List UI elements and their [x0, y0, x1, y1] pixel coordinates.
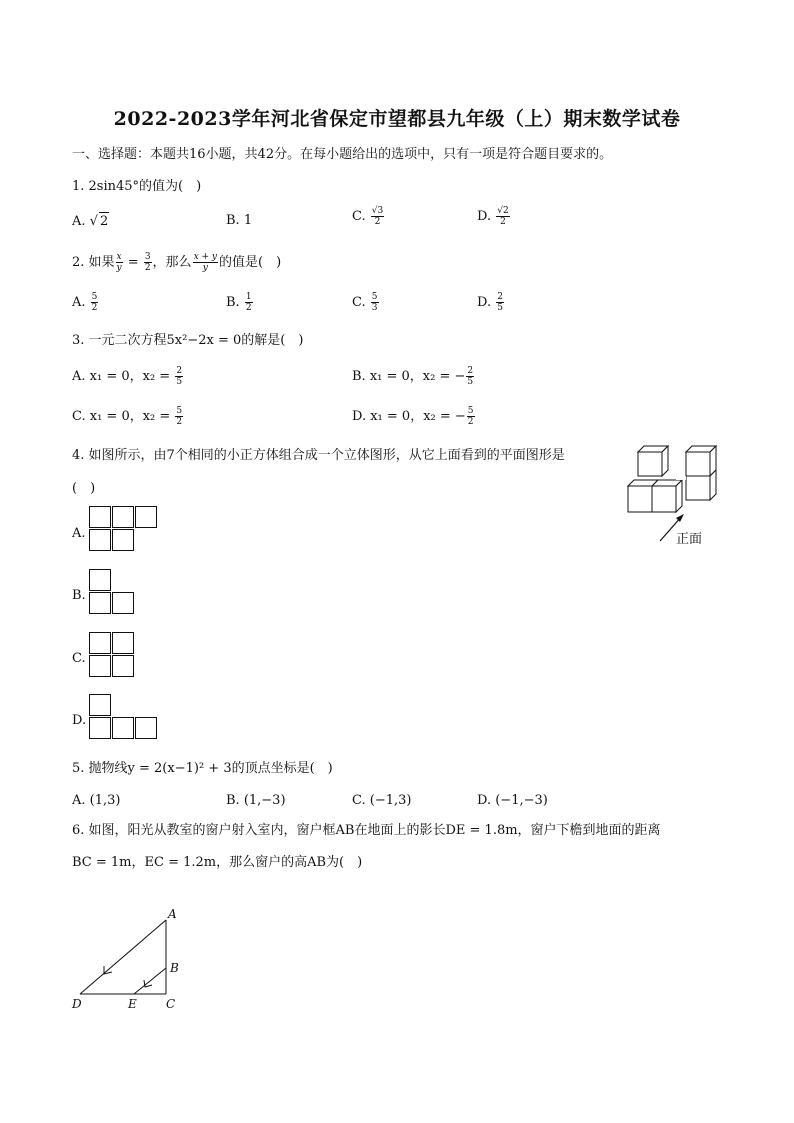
- frac-denominator: 2: [374, 217, 381, 227]
- q4-option-a-grid[interactable]: [89, 506, 161, 554]
- frac-denominator: 2: [91, 303, 98, 313]
- q5-option-a[interactable]: A. (1,3): [72, 793, 121, 808]
- question-4-stem: 4. 如图所示，由7个相同的小正方体组合成一个立体图形，从它上面看到的平面图形是: [72, 448, 565, 463]
- frac-numerator: 5: [176, 406, 183, 416]
- q1-option-c-fraction: [371, 206, 384, 227]
- ray-line-da: [80, 920, 166, 994]
- q4-option-d-label[interactable]: D.: [72, 713, 87, 728]
- grid-cell: [112, 529, 134, 551]
- q2-option-a-label: A.: [72, 295, 86, 310]
- question-5-stem: 5. 抛物线y = 2(x−1)² + 3的顶点坐标是( ): [72, 761, 333, 776]
- frac-numerator: 2: [467, 366, 474, 376]
- frac-denominator: 2: [467, 417, 474, 427]
- frac-numerator: 5: [467, 406, 474, 416]
- cube-stack-figure: [620, 440, 730, 555]
- point-label-b: B: [170, 961, 179, 975]
- q2-fraction-x-over-y: [116, 252, 123, 273]
- arrow-icon: [144, 980, 152, 987]
- grid-cell: [89, 569, 111, 591]
- q4-option-c-label[interactable]: C.: [72, 651, 86, 666]
- q2-option-b-label: B.: [226, 295, 240, 310]
- frac-denominator: 5: [176, 377, 183, 387]
- frac-numerator: 5: [91, 292, 98, 302]
- frac-numerator: √3: [371, 206, 384, 216]
- frac-denominator: 3: [371, 303, 378, 313]
- page-title: 2022-2023学年河北省保定市望都县九年级（上）期末数学试卷: [113, 108, 681, 130]
- frac-denominator: 2: [500, 217, 506, 227]
- grid-cell: [112, 632, 134, 654]
- q2-option-d-label: D.: [477, 295, 492, 310]
- section-header: 一、选择题：本题共16小题，共42分。在每小题给出的选项中，只有一项是符合题目要求的。: [72, 147, 613, 162]
- q3-option-c[interactable]: [72, 406, 184, 427]
- window-shadow-figure: [68, 902, 188, 1012]
- q1-option-d[interactable]: [477, 206, 511, 227]
- q4-option-b-grid[interactable]: [89, 569, 137, 617]
- point-label-d: D: [72, 997, 82, 1011]
- question-2-stem: [72, 252, 281, 273]
- q2-equals: =: [123, 255, 143, 270]
- question-3-stem: 3. 一元二次方程5x²−2x = 0的解是( ): [72, 333, 304, 348]
- question-1-stem: 1. 2sin45°的值为( ): [72, 179, 202, 194]
- q5-option-c[interactable]: C. (−1,3): [352, 793, 412, 808]
- frac-numerator: √2: [497, 206, 509, 216]
- grid-cell: [89, 632, 111, 654]
- frac-denominator: y: [116, 263, 122, 273]
- ray-line-eb: [134, 968, 166, 994]
- q1-option-d-label: D.: [477, 209, 492, 224]
- question-6-line2: BC = 1m，EC = 1.2m，那么窗户的高AB为( ): [72, 855, 363, 870]
- grid-cell: [112, 655, 134, 677]
- q3-option-a-fraction: [175, 366, 183, 387]
- q2-mid: ，那么: [152, 255, 192, 270]
- question-6-line1: 6. 如图，阳光从教室的窗户射入室内，窗户框AB在地面上的影长DE = 1.8m，窗户下檐到地面的距离: [72, 823, 661, 838]
- sqrt-symbol: √: [89, 214, 98, 229]
- grid-cell: [89, 529, 111, 551]
- q3-option-c-text: C. x₁ = 0，x₂ =: [72, 409, 175, 424]
- q3-option-b[interactable]: [352, 366, 475, 387]
- q3-option-d-fraction: [467, 406, 475, 427]
- frac-numerator: x: [116, 252, 122, 262]
- q1-option-a-label: A.: [72, 214, 86, 229]
- q3-option-c-fraction: [175, 406, 183, 427]
- q2-fraction-3-over-2: [144, 252, 152, 273]
- q1-option-b[interactable]: B. 1: [226, 213, 253, 228]
- frac-denominator: 2: [144, 263, 151, 273]
- question-4-paren: ( ): [72, 481, 96, 496]
- q2-option-a[interactable]: [72, 292, 99, 313]
- q3-option-d[interactable]: [352, 406, 476, 427]
- grid-cell: [135, 506, 157, 528]
- q2-post: 的值是( ): [219, 255, 282, 270]
- q2-fraction-xy-over-y: [193, 252, 218, 273]
- frac-denominator: 2: [176, 417, 183, 427]
- q5-option-d[interactable]: D. (−1,−3): [477, 793, 548, 808]
- frac-denominator: 5: [497, 303, 503, 313]
- frac-numerator: 3: [144, 252, 151, 262]
- q3-option-a[interactable]: [72, 366, 184, 387]
- q2-option-c-fraction: [371, 292, 379, 313]
- frac-denominator: y: [202, 263, 208, 273]
- front-view-label: 正面: [676, 532, 703, 547]
- q4-option-a-label[interactable]: A.: [72, 526, 86, 541]
- grid-cell: [89, 694, 111, 716]
- grid-cell: [89, 717, 111, 739]
- point-label-e: E: [128, 997, 137, 1011]
- q3-option-a-text: A. x₁ = 0，x₂ =: [72, 369, 175, 384]
- grid-cell: [89, 655, 111, 677]
- q2-option-c-label: C.: [352, 295, 366, 310]
- frac-numerator: 2: [497, 292, 503, 302]
- q3-option-d-text: D. x₁ = 0，x₂ = −: [352, 409, 466, 424]
- q2-pre: 2. 如果: [72, 255, 115, 270]
- frac-denominator: 2: [245, 303, 252, 313]
- q2-option-d-fraction: [496, 292, 504, 313]
- q4-option-b-label[interactable]: B.: [72, 588, 86, 603]
- grid-cell: [112, 717, 134, 739]
- point-label-a: A: [168, 907, 177, 921]
- q4-option-d-grid[interactable]: [89, 694, 161, 742]
- q4-option-c-grid[interactable]: [89, 632, 137, 680]
- q2-option-b-fraction: [245, 292, 253, 313]
- q1-option-d-fraction: [496, 206, 509, 227]
- grid-cell: [89, 592, 111, 614]
- grid-cell: [112, 506, 134, 528]
- q2-option-c[interactable]: [352, 292, 380, 313]
- grid-cell: [89, 506, 111, 528]
- frac-numerator: 5: [371, 292, 378, 302]
- q3-option-b-fraction: [466, 366, 474, 387]
- frac-denominator: 5: [467, 377, 474, 387]
- frac-numerator: 1: [245, 292, 252, 302]
- point-label-c: C: [166, 997, 176, 1011]
- q2-option-b[interactable]: [226, 292, 254, 313]
- q3-option-b-text: B. x₁ = 0，x₂ = −: [352, 369, 466, 384]
- q2-option-d[interactable]: [477, 292, 505, 313]
- q1-option-c[interactable]: [352, 206, 385, 227]
- frac-numerator: 2: [176, 366, 183, 376]
- q5-option-b[interactable]: B. (1,−3): [226, 793, 286, 808]
- grid-cell: [112, 592, 134, 614]
- grid-cell: [135, 717, 157, 739]
- q1-option-a[interactable]: [72, 212, 109, 231]
- q2-option-a-fraction: [91, 292, 99, 313]
- frac-numerator: x + y: [193, 252, 217, 262]
- q1-option-c-label: C.: [352, 209, 366, 224]
- q1-option-a-radicand: 2: [99, 214, 109, 229]
